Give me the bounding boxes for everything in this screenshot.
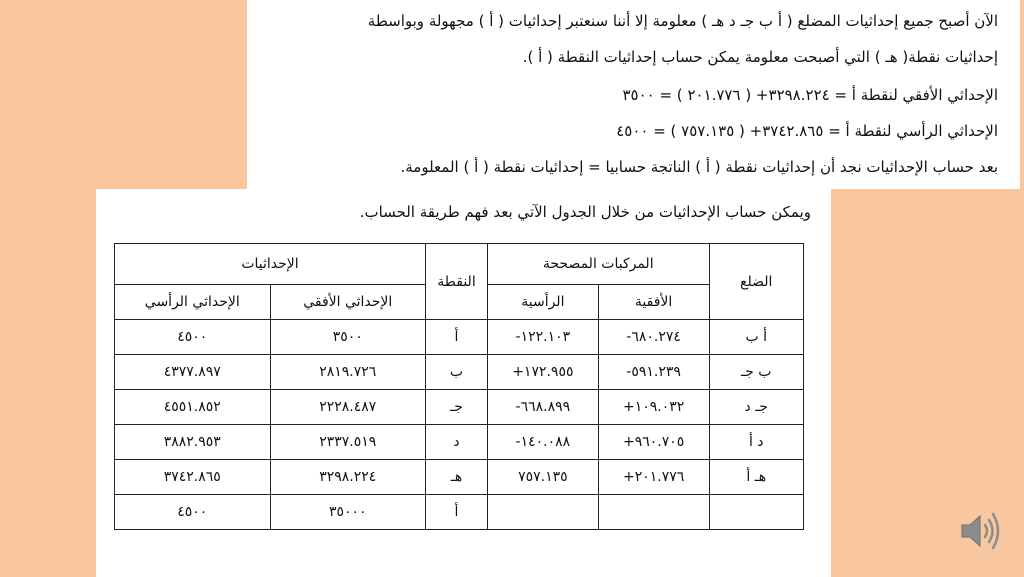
cell-coord-horizontal: ٢٢٢٨.٤٨٧ [270, 390, 425, 425]
cell-point: هـ [425, 460, 487, 495]
header-horizontal: الأفقية [598, 285, 709, 320]
table-row [115, 355, 804, 390]
cell-coord-horizontal: ٣٥٠٠ [270, 320, 425, 355]
top-text-panel [247, 0, 1020, 189]
header-side: الضلع [709, 244, 804, 320]
cell-vertical: ١٢٢.١٠٣- [487, 320, 598, 355]
cell-coord-horizontal: ٢٨١٩.٧٢٦ [270, 355, 425, 390]
header-corrected-components: المركبات المصححة [487, 244, 709, 285]
table-intro: ويمكن حساب الإحداثيات من خلال الجدول الآتي بعد فهم طريقة الحساب. [359, 203, 811, 221]
cell-coord-horizontal: ٢٣٣٧.٥١٩ [270, 425, 425, 460]
cell-vertical: ٦٦٨.٨٩٩- [487, 390, 598, 425]
cell-side [709, 495, 804, 530]
cell-coord-vertical: ٤٣٧٧.٨٩٧ [115, 355, 271, 390]
text-line-4: الإحداثي الرأسي لنقطة أ = ٣٧٤٢.٨٦٥+ ( ٧٥٧.١٣٥ ) = ٤٥٠٠ [616, 122, 998, 140]
cell-horizontal: ١٠٩.٠٣٢+ [598, 390, 709, 425]
cell-vertical: ١٤٠.٠٨٨- [487, 425, 598, 460]
cell-coord-horizontal: ٣٢٩٨.٢٢٤ [270, 460, 425, 495]
cell-point: أ [425, 495, 487, 530]
text-line-2: إحداثيات نقطة( هـ ) التي أصبحت معلومة يمكن حساب إحداثيات النقطة ( أ ). [522, 48, 998, 66]
table-row [115, 495, 804, 530]
cell-horizontal: ٦٨٠.٢٧٤- [598, 320, 709, 355]
cell-coord-vertical: ٤٥٥١.٨٥٢ [115, 390, 271, 425]
table-row [115, 425, 804, 460]
cell-point: د [425, 425, 487, 460]
cell-coord-vertical: ٤٥٠٠ [115, 495, 271, 530]
table-row [115, 390, 804, 425]
header-coord-horizontal: الإحداثي الأفقي [270, 285, 425, 320]
cell-side: جـ د [709, 390, 804, 425]
cell-side: د أ [709, 425, 804, 460]
text-line-3: الإحداثي الأفقي لنقطة أ = ٣٢٩٨.٢٢٤+ ( ٢٠١.٧٧٦ ) = ٣٥٠٠ [622, 86, 998, 104]
text-line-5: بعد حساب الإحداثيات نجد أن إحداثيات نقطة ( أ ) الناتجة حسابيا = إحداثيات نقطة ( أ ) المعلومة. [400, 158, 998, 176]
header-coord-vertical: الإحداثي الرأسي [115, 285, 271, 320]
table-row [115, 320, 804, 355]
cell-horizontal [598, 495, 709, 530]
cell-vertical: ٧٥٧.١٣٥ [487, 460, 598, 495]
cell-side: هـ أ [709, 460, 804, 495]
header-point: النقطة [425, 244, 487, 320]
cell-vertical: ١٧٢.٩٥٥+ [487, 355, 598, 390]
cell-coord-vertical: ٣٧٤٢.٨٦٥ [115, 460, 271, 495]
cell-point: جـ [425, 390, 487, 425]
cell-horizontal: ٢٠١.٧٧٦+ [598, 460, 709, 495]
coordinates-table [114, 243, 804, 530]
text-line-1: الآن أصبح جميع إحداثيات المضلع ( أ ب جـ د هـ ) معلومة إلا أننا سنعتبر إحداثيات ( أ ) مجهولة وبواسطة [367, 12, 998, 30]
cell-side: أ ب [709, 320, 804, 355]
cell-side: ب جـ [709, 355, 804, 390]
table-panel [96, 189, 831, 577]
cell-coord-vertical: ٣٨٨٢.٩٥٣ [115, 425, 271, 460]
cell-coord-vertical: ٤٥٠٠ [115, 320, 271, 355]
header-coordinates: الإحداثيات [115, 244, 426, 285]
cell-point: أ [425, 320, 487, 355]
cell-coord-horizontal: ٣٥٠٠٠ [270, 495, 425, 530]
cell-horizontal: ٥٩١.٢٣٩- [598, 355, 709, 390]
cell-point: ب [425, 355, 487, 390]
cell-horizontal: ٩٦٠.٧٠٥+ [598, 425, 709, 460]
header-vertical: الرأسية [487, 285, 598, 320]
table-row [115, 460, 804, 495]
speaker-icon[interactable] [956, 508, 1006, 554]
cell-vertical [487, 495, 598, 530]
